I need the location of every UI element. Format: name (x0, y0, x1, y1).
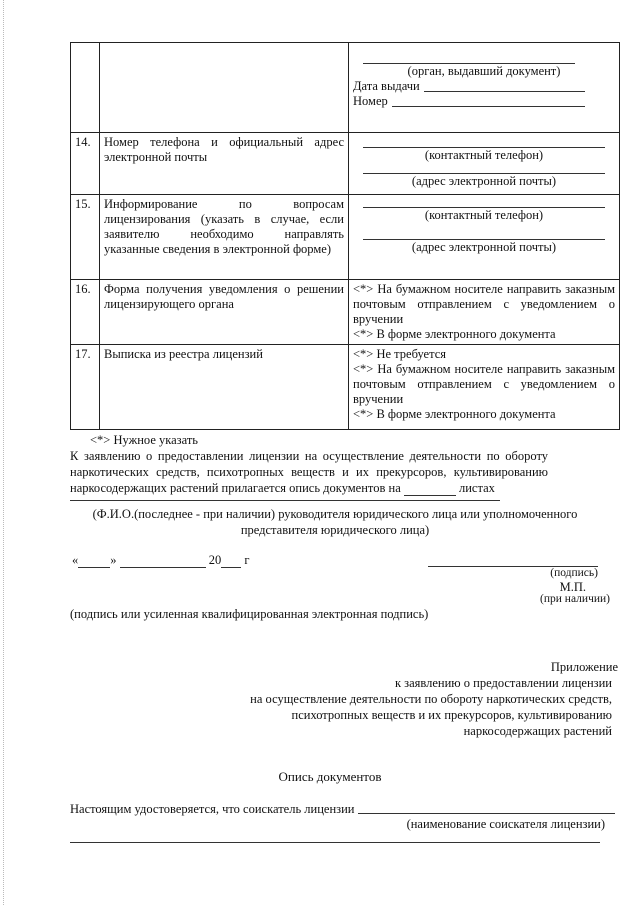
row-label-cell (100, 43, 349, 133)
row-number: 14. (71, 133, 100, 195)
table-row (71, 280, 620, 345)
row-number: 17. (71, 345, 100, 430)
row-label: Информирование по вопросам лицензирования (указать в случае, если заявителю необходимо направлять указанные сведения в электронной форме) (100, 195, 349, 280)
row-number-cell (71, 43, 100, 133)
appendix-line: психотропных веществ и их прекурсоров, культивированию (291, 708, 612, 722)
head-name-caption: (Ф.И.О.(последнее - при наличии) руководителя юридического лица или уполномоченного представителя юридического лица) (92, 507, 578, 537)
applicant-caption: (наименование соискателя лицензии) (406, 817, 605, 831)
table-row (71, 133, 620, 195)
option-electronic[interactable]: <*> В форме электронного документа (353, 407, 556, 421)
appendix-line: к заявлению о предоставлении лицензии (394, 676, 612, 690)
day-input[interactable] (78, 555, 110, 568)
row-label: Выписка из реестра лицензий (100, 345, 349, 430)
row-number: 16. (71, 280, 100, 345)
signature-caption: (подпись) (550, 567, 598, 579)
options-cell (349, 280, 620, 345)
option-not-required[interactable]: <*> Не требуется (353, 347, 447, 361)
contact-cell (349, 195, 620, 280)
month-input[interactable] (120, 555, 206, 568)
option-electronic[interactable]: <*> В форме электронного документа (353, 327, 556, 341)
email-caption: (адрес электронной почты) (411, 174, 557, 188)
option-paper[interactable]: <*> На бумажном носителе направить заказным почтовым отправлением с уведомлением о вручении (353, 282, 615, 326)
attachment-statement: К заявлению о предоставлении лицензии на осуществление деятельности по обороту наркотических средств, психотропных веществ и их прекурсоров, культивированию наркосодержащих растений прилагается опись документов на листах (70, 449, 548, 495)
phone-caption: (контактный телефон) (424, 208, 544, 222)
org-issued-caption: (орган, выдавший документ) (407, 64, 561, 78)
applicant-name-continuation[interactable] (70, 842, 600, 843)
row-number: 15. (71, 195, 100, 280)
applicant-name-input[interactable] (358, 802, 615, 814)
year-input[interactable] (221, 555, 241, 568)
row-label: Форма получения уведомления о решении лицензирующего органа (100, 280, 349, 345)
stamp-note: (при наличии) (540, 593, 610, 605)
phone-caption: (контактный телефон) (424, 148, 544, 162)
contact-cell (349, 133, 620, 195)
sheets-count-input[interactable] (404, 483, 456, 496)
head-name-input[interactable] (70, 500, 500, 501)
date-line: « » 20 г (72, 553, 250, 567)
issue-date-field: Дата выдачи (353, 79, 615, 94)
option-paper[interactable]: <*> На бумажном носителе направить заказным почтовым отправлением с уведомлением о вручении (353, 362, 615, 406)
email-caption: (адрес электронной почты) (411, 240, 557, 254)
certify-line: Настоящим удостоверяется, что соискатель лицензии (70, 802, 615, 817)
number-input[interactable] (392, 94, 585, 107)
e-signature-caption: (подпись или усиленная квалифицированная электронная подпись) (70, 607, 429, 621)
scan-edge-marks (3, 0, 5, 905)
appendix-line: на осуществление деятельности по обороту наркотических средств, (250, 692, 612, 706)
appendix-title: Приложение (550, 660, 618, 674)
issue-date-input[interactable] (424, 79, 585, 92)
table-row (71, 43, 620, 133)
appendix-line: наркосодержащих растений (463, 724, 612, 738)
application-form-table (70, 42, 620, 430)
document-info-cell (349, 43, 620, 133)
footnote: <*> Нужное указать (90, 433, 198, 447)
options-cell (349, 345, 620, 430)
inventory-title: Опись документов (278, 769, 382, 784)
table-row (71, 195, 620, 280)
stamp-label: М.П. (559, 580, 586, 594)
row-label: Номер телефона и официальный адрес электронной почты (100, 133, 349, 195)
number-field: Номер (353, 94, 615, 109)
table-row (71, 345, 620, 430)
